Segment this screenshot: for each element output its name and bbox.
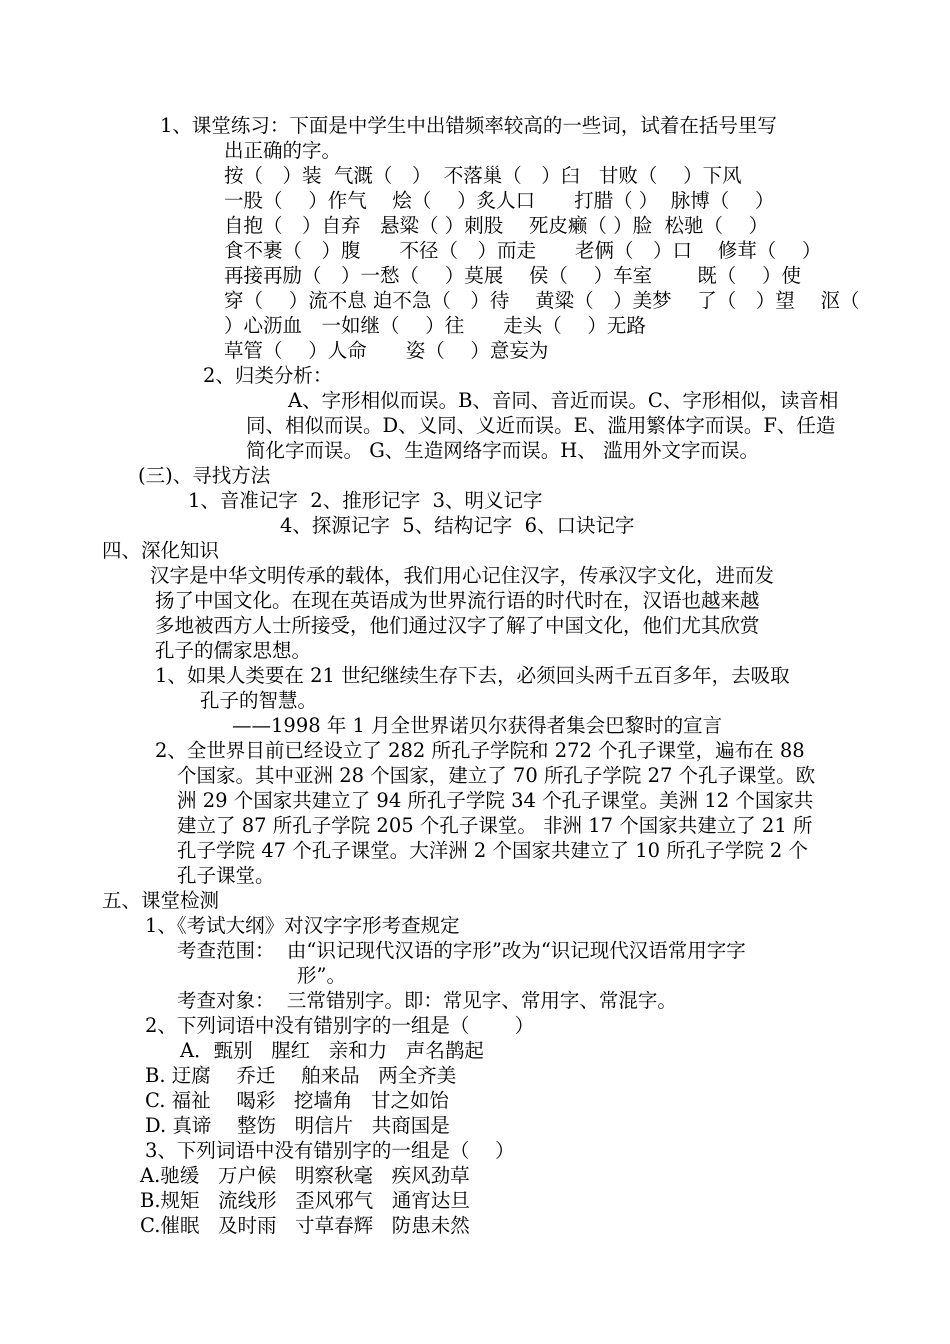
section-3-heading: (三)、寻找方法 — [138, 464, 271, 487]
stats-line: 个国家。其中亚洲 28 个国家，建立了 70 所孔子学院 27 个孔子课堂。欧 — [177, 764, 816, 787]
exercise-1-heading: 1、课堂练习：下面是中学生中出错频率较高的一些词，试着在括号里写 — [160, 114, 777, 137]
stats-line: 建立了 87 所孔子学院 205 个孔子课堂。 非洲 17 个国家共建立了 21 所 — [177, 814, 813, 837]
stats-line: 孔子课堂。 — [177, 864, 275, 887]
choice-option: C. 福祉 喝彩 挖墙角 甘之如饴 — [145, 1089, 450, 1112]
choice-option: A.驰缓 万户候 明察秋毫 疾风劲草 — [140, 1164, 470, 1187]
method-line: 4、探源记字 5、结构记字 6、口诀记字 — [280, 514, 635, 537]
quote-line: 1、如果人类要在 21 世纪继续生存下去，必须回头两千五百多年，去吸取 — [155, 664, 790, 687]
scope-line: 考查范围： 由“识记现代汉语的字形”改为“识记现代汉语常用字字 — [177, 939, 746, 962]
paragraph-line: 孔子的儒家思想。 — [155, 639, 312, 662]
word-list-line: ）心沥血 一如继（ ）往 走头（ ）无路 — [224, 314, 646, 337]
stats-line: 孔子学院 47 个孔子课堂。大洋洲 2 个国家共建立了 10 所孔子学院 2 个 — [177, 839, 809, 862]
paragraph-line: 汉字是中华文明传承的载体，我们用心记住汉字，传承汉字文化，进而发 — [150, 564, 775, 587]
classify-text: 同、相似而误。D、义同、义近而误。E、滥用繁体字而误。F、任造 — [246, 414, 836, 437]
classify-heading: 2、归类分析： — [203, 364, 333, 387]
choice-option: A．甄别 腥红 亲和力 声名鹊起 — [180, 1039, 484, 1062]
target-line: 考查对象： 三常错别字。即：常见字、常用字、常混字。 — [177, 989, 677, 1012]
word-list-line: 自抱（ ）自弃 悬粱（ ）刺股 死皮癞（ ）脸 松驰（ ） — [224, 214, 769, 237]
word-list-line: 草管（ ）人命 姿（ ）意妄为 — [224, 339, 549, 362]
word-list-line: 食不裹（ ）腹 不径（ ）而走 老俩（ ）口 修茸（ ） — [224, 239, 822, 262]
exercise-1-heading-cont: 出正确的字。 — [224, 139, 342, 162]
word-list-line: 穿（ ）流不息 迫不急（ ）待 黄粱（ ）美梦 了（ ）望 沤（ — [224, 289, 860, 312]
choice-option: B. 迂腐 乔迁 舶来品 两全齐美 — [145, 1064, 457, 1087]
choice-option: B.规矩 流线形 歪风邪气 通宵达旦 — [140, 1189, 470, 1212]
question-heading: 1、《考试大纲》对汉字字形考查规定 — [145, 914, 460, 937]
stats-line: 2、全世界目前已经设立了 282 所孔子学院和 272 个孔子课堂，遍布在 88 — [155, 739, 805, 762]
section-4-heading: 四、深化知识 — [102, 539, 220, 562]
scope-line-cont: 形”。 — [297, 964, 346, 987]
paragraph-line: 多地被西方人士所接受，他们通过汉字了解了中国文化，他们尤其欣赏 — [155, 614, 760, 637]
stats-line: 洲 29 个国家共建立了 94 所孔子学院 34 个孔子课堂。美洲 12 个国家共 — [177, 789, 814, 812]
paragraph-line: 扬了中国文化。在现在英语成为世界流行语的时代时在，汉语也越来越 — [155, 589, 760, 612]
question-heading: 3、下列词语中没有错别字的一组是（ ） — [145, 1139, 515, 1162]
choice-option: C.催眠 及时雨 寸草春辉 防患未然 — [140, 1214, 470, 1237]
question-heading: 2、下列词语中没有错别字的一组是（ ） — [145, 1014, 535, 1037]
word-list-line: 再接再励（ ）一愁（ ）莫展 侯（ ）车室 既（ ）使 — [224, 264, 801, 287]
section-5-heading: 五、课堂检测 — [102, 889, 220, 912]
word-list-line: 按（ ）装 气溉（ ） 不落巢（ ）臼 甘败（ ）下风 — [224, 164, 742, 187]
classify-text: A、字形相似而误。B、音同、音近而误。C、字形相似，读音相 — [288, 389, 839, 412]
quote-source: ——1998 年 1 月全世界诺贝尔获得者集会巴黎时的宣言 — [232, 714, 723, 737]
quote-line: 孔子的智慧。 — [200, 689, 318, 712]
word-list-line: 一股（ ）作气 烩（ ）炙人口 打腊（ ） 脉博（ ） — [224, 189, 775, 212]
method-line: 1、音准记字 2、推形记字 3、明义记字 — [188, 489, 543, 512]
classify-text: 简化字而误。 G、生造网络字而误。H、 滥用外文字而误。 — [246, 439, 759, 462]
choice-option: D. 真谛 整饬 明信片 共商国是 — [145, 1114, 450, 1137]
